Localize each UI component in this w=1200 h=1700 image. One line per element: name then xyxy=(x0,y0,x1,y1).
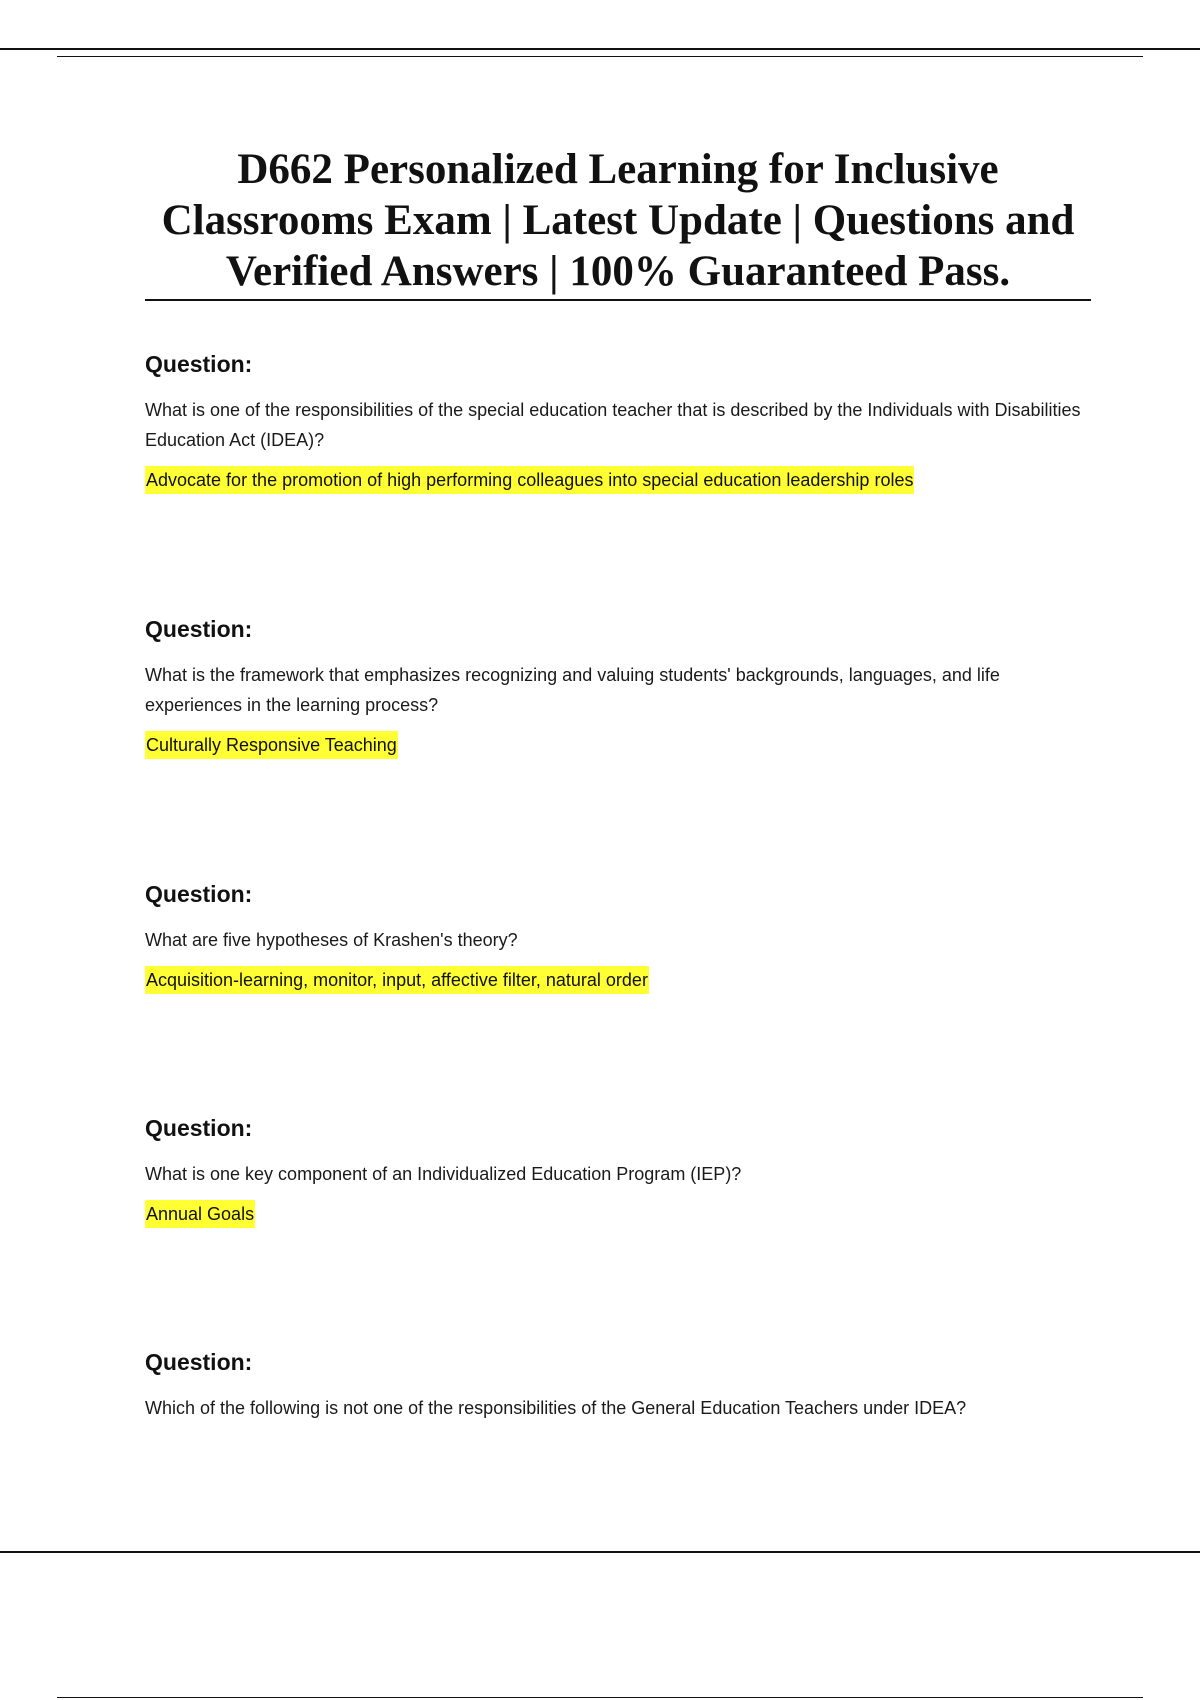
answer-highlight: Annual Goals xyxy=(145,1200,255,1228)
question-label: Question: xyxy=(145,881,253,907)
bottom-inner-divider xyxy=(57,1697,1143,1698)
answer-highlight: Advocate for the promotion of high performing colleagues into special education leadership roles xyxy=(145,466,914,494)
question-label: Question: xyxy=(145,1349,253,1375)
question-label: Question: xyxy=(145,1115,253,1141)
qa-item xyxy=(145,1348,1085,1423)
page-break-divider xyxy=(0,1551,1200,1553)
answer-highlight: Acquisition-learning, monitor, input, affective filter, natural order xyxy=(145,966,649,994)
qa-item xyxy=(145,1114,1085,1228)
qa-item xyxy=(145,880,1085,994)
question-text: What is the framework that emphasizes recognizing and valuing students' backgrounds, languages, and life experiences in the learning process? xyxy=(145,665,1000,715)
top-divider xyxy=(0,48,1200,50)
answer-highlight: Culturally Responsive Teaching xyxy=(145,731,398,759)
question-text: Which of the following is not one of the responsibilities of the General Education Teachers under IDEA? xyxy=(145,1398,967,1418)
document-title: D662 Personalized Learning for Inclusive Classrooms Exam | Latest Update | Questions and Verified Answers | 100% Guaranteed Pass. xyxy=(145,144,1091,301)
question-text: What is one key component of an Individualized Education Program (IEP)? xyxy=(145,1164,742,1184)
question-text: What are five hypotheses of Krashen's theory? xyxy=(145,930,518,950)
qa-item xyxy=(145,350,1085,494)
question-label: Question: xyxy=(145,616,253,642)
question-label: Question: xyxy=(145,351,253,377)
qa-item xyxy=(145,615,1085,759)
top-inner-divider xyxy=(57,56,1143,57)
question-text: What is one of the responsibilities of the special education teacher that is described by the Individuals with Disabilities Education Act (IDEA)? xyxy=(145,400,1081,450)
